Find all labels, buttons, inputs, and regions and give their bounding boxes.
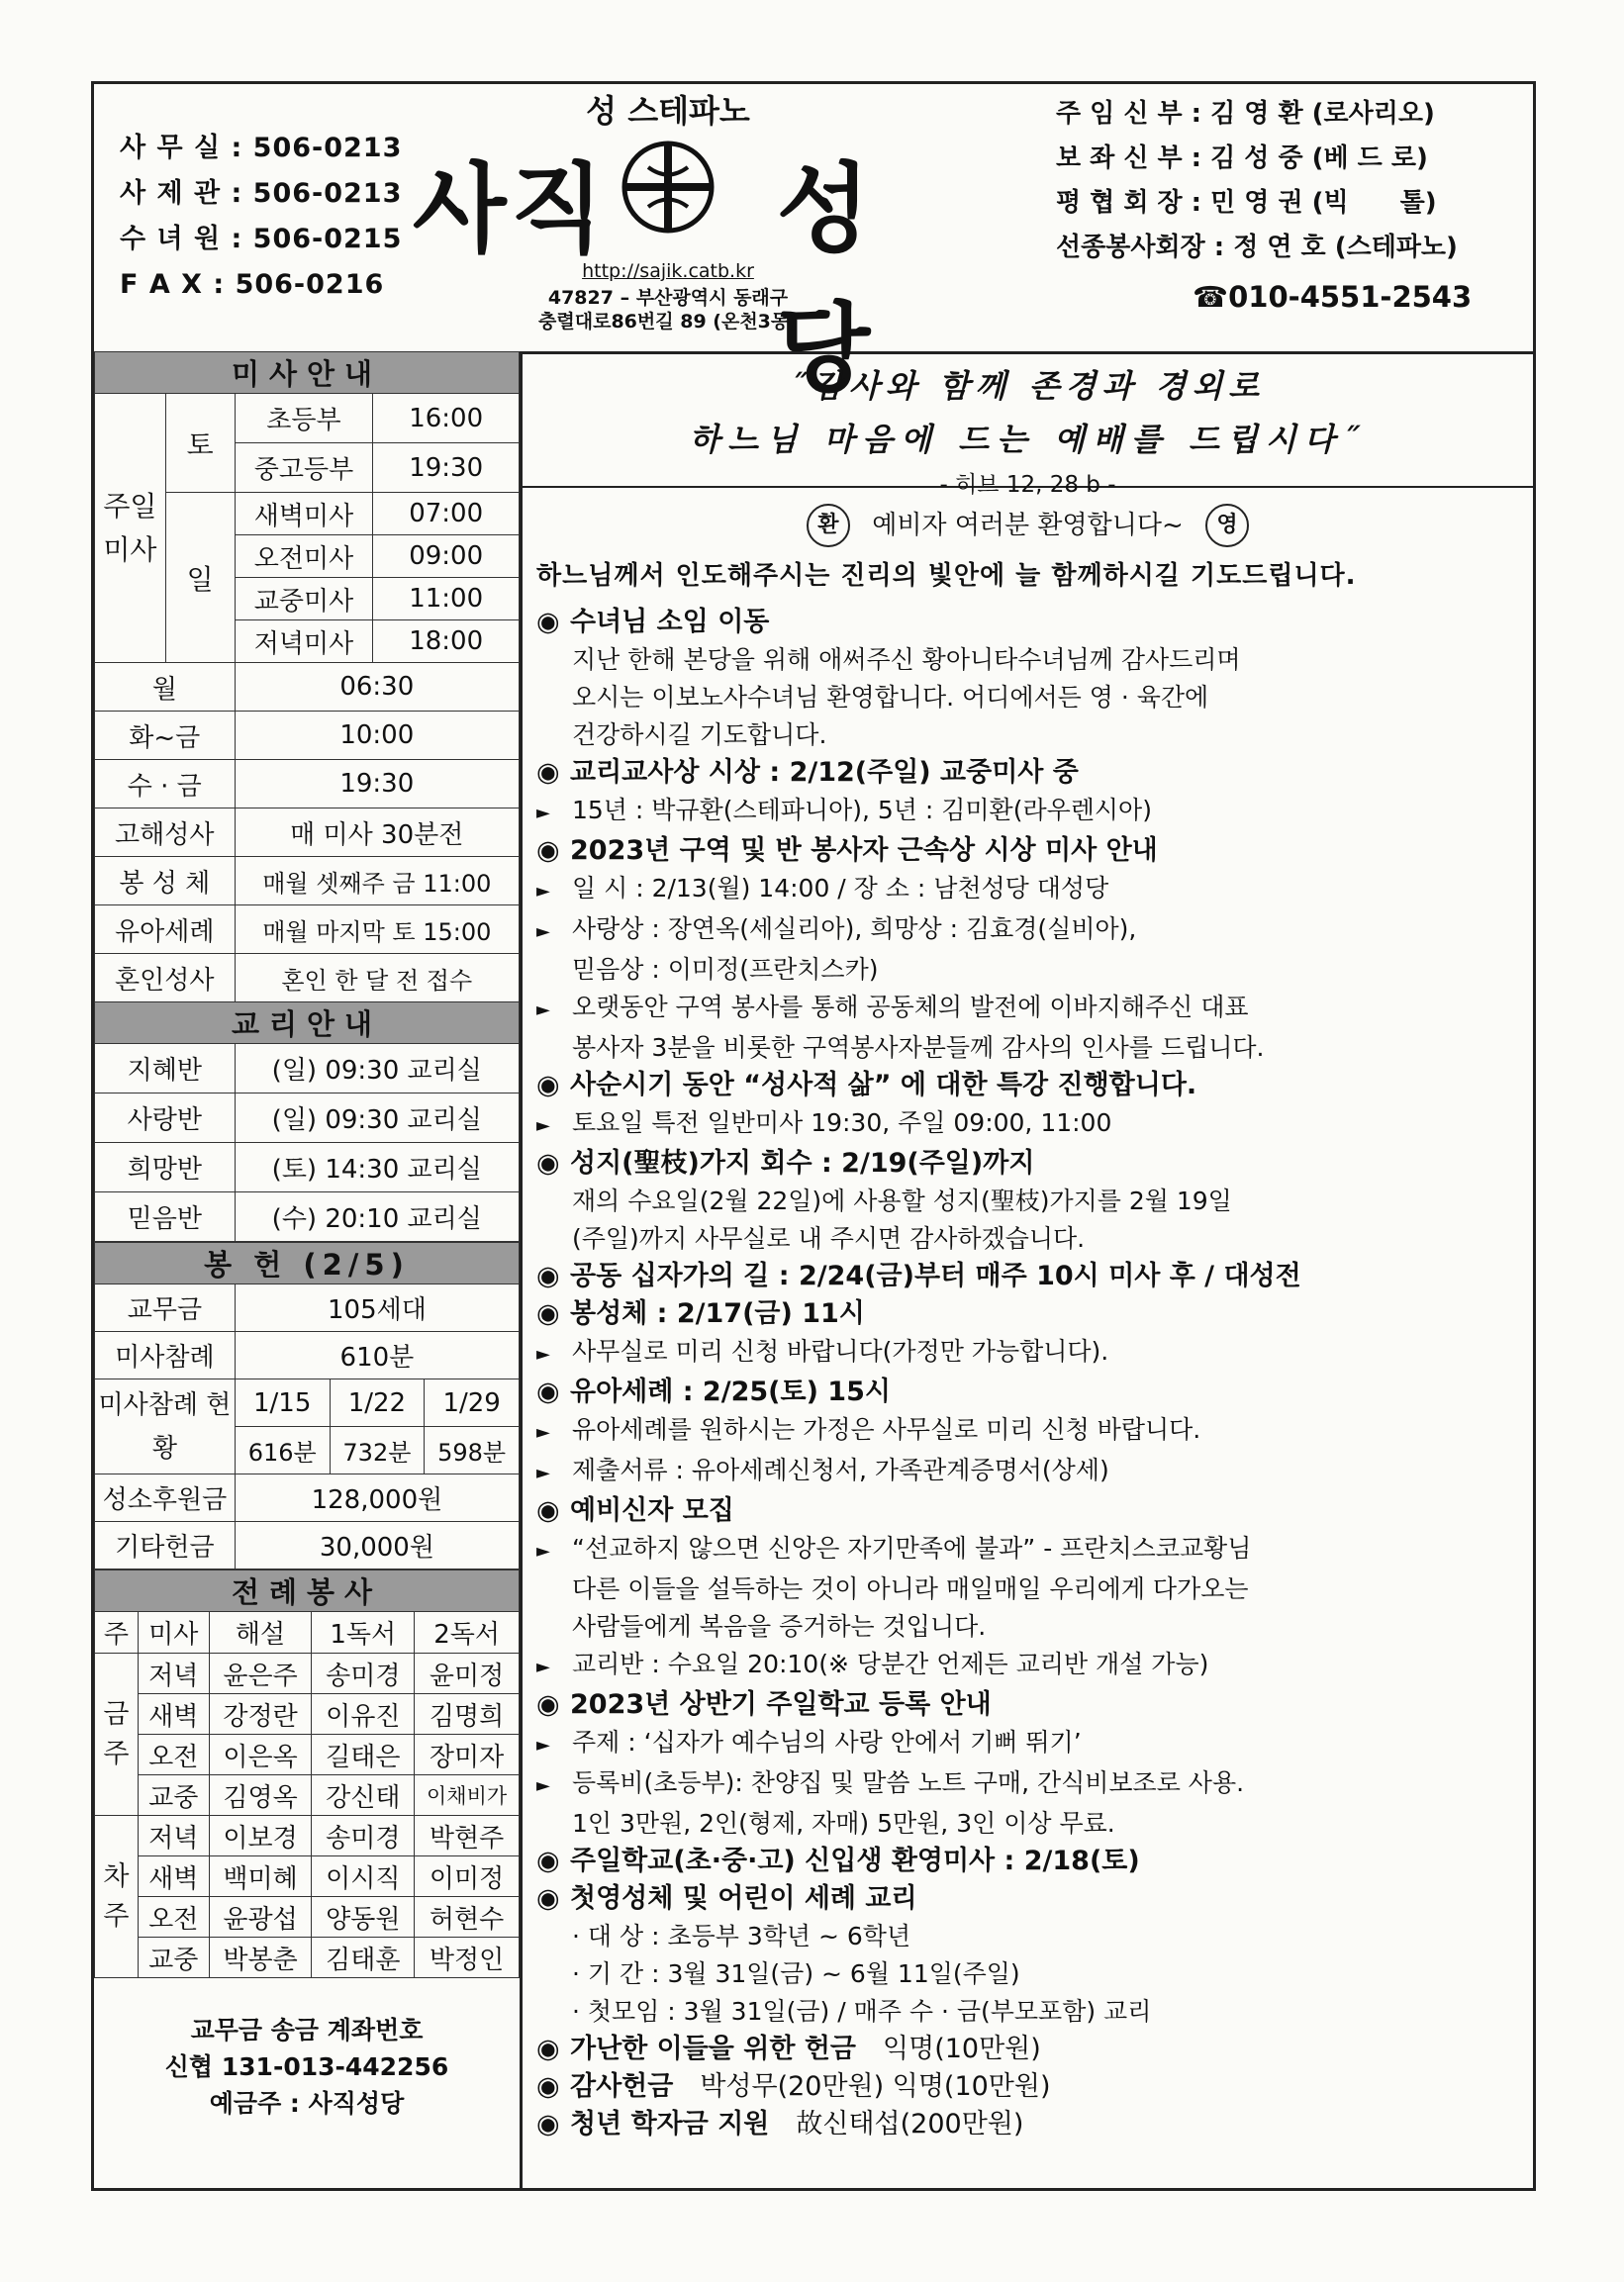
- mass-row-time: 혼인 한 달 전 접수: [235, 954, 519, 1002]
- announcement-line: 1인 3만원, 2인(형제, 자매) 5만원, 3인 이상 무료.: [572, 1809, 1115, 1838]
- arrow-icon: ►: [536, 1422, 550, 1443]
- bullet-icon: ◉: [536, 2071, 560, 2102]
- announcement-title: ◉ 유아세례 : 2/25(토) 15시: [536, 1374, 1533, 1411]
- bullet-icon: ◉: [536, 2034, 560, 2064]
- announcement-line: 재의 수요일(2월 22일)에 사용할 성지(聖枝)가지를 2월 19일: [572, 1187, 1232, 1215]
- bulletin-page: [91, 81, 1536, 2191]
- announcement-line: 건강하시길 기도합니다.: [572, 720, 827, 749]
- account-number: 신협 131-013-442256: [164, 2052, 449, 2081]
- bullet-icon: ◉: [536, 2109, 560, 2139]
- announcement-title: ◉ 예비신자 모집: [536, 1492, 1533, 1530]
- liturgy-cell: 강신태: [312, 1775, 415, 1816]
- announcement-item: [536, 2031, 1533, 2068]
- announcement-item: [536, 1374, 1533, 1492]
- announcement-item: [536, 832, 1533, 1067]
- catechism-row-name: 지혜반: [95, 1044, 236, 1093]
- liturgy-col-header: 해설: [209, 1612, 312, 1654]
- announcement-title: ◉ 감사헌금 박성무(20만원) 익명(10만원): [536, 2068, 1533, 2106]
- announcement-title: ◉ 청년 학자금 지원 故신태섭(200만원): [536, 2106, 1533, 2143]
- attendance-status-label: 미사참례 현황: [95, 1379, 236, 1474]
- announcement-line: · 기 간 : 3월 31일(금) ~ 6월 11일(주일): [572, 1959, 1020, 1988]
- offering-row-value: 30,000원: [235, 1522, 519, 1569]
- catechism-row-name: 사랑반: [95, 1093, 236, 1143]
- mass-row-time: 18:00: [373, 620, 520, 663]
- mass-row-name: 고해성사: [95, 808, 236, 857]
- attendance-count: 598분: [425, 1427, 520, 1474]
- welcome-text: 예비자 여러분 환영합니다~: [872, 510, 1184, 540]
- arrow-icon: ►: [536, 1657, 550, 1677]
- liturgy-cell: 이시직: [312, 1856, 415, 1897]
- announcement-title: ◉ 봉성체 : 2/17(금) 11시: [536, 1295, 1533, 1333]
- liturgy-cell: 윤광섭: [209, 1897, 312, 1938]
- bullet-icon: ◉: [536, 607, 560, 637]
- arrow-icon: ►: [536, 1344, 550, 1365]
- welcome-badge-icon: 영: [1205, 504, 1249, 547]
- announcement-item: [536, 754, 1533, 832]
- church-logo-icon: [619, 138, 717, 237]
- announcement-line: · 첫모임 : 3월 31일(금) / 매주 수 · 금(부모포함) 교리: [572, 1997, 1152, 2026]
- bullet-icon: ◉: [536, 1846, 560, 1876]
- announcement-line: (주일)까지 사무실로 내 주시면 감사하겠습니다.: [572, 1224, 1086, 1253]
- announcement-line: ► 오랫동안 구역 봉사를 통해 공동체의 발전에 이바지해주신 대표: [536, 989, 1533, 1029]
- mass-row-time: 매월 셋째주 금 11:00: [235, 857, 519, 905]
- bullet-icon: ◉: [536, 757, 560, 788]
- liturgy-col-header: 1독서: [312, 1612, 415, 1654]
- mass-row-name: 초등부: [235, 394, 373, 443]
- liturgy-cell: 새벽: [138, 1856, 209, 1897]
- offering-row-name: 미사참례: [95, 1332, 236, 1379]
- announcement-title: ◉ 사순시기 동안 “성사적 삶” 에 대한 특강 진행합니다.: [536, 1067, 1533, 1104]
- staff-list: [1056, 92, 1458, 270]
- mass-row-name: 새벽미사: [235, 493, 373, 535]
- liturgy-cell: 이미정: [415, 1856, 520, 1897]
- catechism-row-time: (일) 09:30 교리실: [235, 1093, 519, 1143]
- announcement-line: ► 유아세례를 원하시는 가정은 사무실로 미리 신청 바랍니다.: [536, 1411, 1533, 1452]
- liturgy-cell: 허현수: [415, 1897, 520, 1938]
- announcement-title: ◉ 가난한 이들을 위한 헌금 익명(10만원): [536, 2031, 1533, 2068]
- sunday-label: 일: [165, 493, 235, 663]
- announcement-line: 다른 이들을 설득하는 것이 아니라 매일매일 우리에게 다가오는: [572, 1574, 1249, 1603]
- mass-row-time: 19:30: [235, 760, 519, 808]
- liturgy-cell: 이유진: [312, 1694, 415, 1735]
- staff-funeral-president: 선종봉사회장 : 정 연 호 (스테파노): [1056, 233, 1458, 262]
- catechism-heading: 교리안내: [95, 1002, 520, 1044]
- liturgy-cell: 장미자: [415, 1735, 520, 1775]
- announcement-item: [536, 1880, 1533, 2031]
- liturgy-cell: 오전: [138, 1735, 209, 1775]
- announcement-line: 봉사자 3분을 비롯한 구역봉사자분들께 감사의 인사를 드립니다.: [572, 1033, 1265, 1062]
- bullet-icon: ◉: [536, 1298, 560, 1329]
- mass-row-name: 교중미사: [235, 578, 373, 620]
- announcement-line: ► 일 시 : 2/13(월) 14:00 / 장 소 : 남천성당 대성당: [536, 870, 1533, 910]
- bullet-icon: ◉: [536, 1261, 560, 1291]
- offering-heading: 봉 헌 (2/5): [95, 1243, 520, 1284]
- bullet-icon: ◉: [536, 1495, 560, 1526]
- announcement-line: ► 토요일 특전 일반미사 19:30, 주일 09:00, 11:00: [536, 1104, 1533, 1145]
- offering-row-value: 610분: [235, 1332, 519, 1379]
- liturgy-cell: 이보경: [209, 1816, 312, 1856]
- arrow-icon: ►: [536, 1463, 550, 1483]
- staff-council-president: 평 협 회 장 : 민 영 권 (빅 톨): [1056, 188, 1437, 218]
- motto-line1: ˝감사와 함께 존경과 경외로: [790, 367, 1266, 405]
- announcement-line: 사람들에게 복음을 증거하는 것입니다.: [572, 1612, 987, 1641]
- liturgy-cell: 김태훈: [312, 1938, 415, 1978]
- mass-row-time: 19:30: [373, 443, 520, 493]
- liturgy-cell: 오전: [138, 1897, 209, 1938]
- arrow-icon: ►: [536, 999, 550, 1020]
- liturgy-col-header: 주: [95, 1612, 139, 1654]
- announcement-item: [536, 1067, 1533, 1145]
- liturgy-cell: 교중: [138, 1938, 209, 1978]
- saturday-label: 토: [165, 394, 235, 493]
- bullet-icon: ◉: [536, 1377, 560, 1407]
- staff-pastor: 주 임 신 부 : 김 영 환 (로사리오): [1056, 99, 1435, 129]
- announcement-line: ► “선교하지 않으면 신앙은 자기만족에 불과” - 프란치스코교황님: [536, 1530, 1533, 1570]
- attendance-date: 1/29: [425, 1379, 520, 1427]
- announcement-title: ◉ 첫영성체 및 어린이 세례 교리: [536, 1880, 1533, 1918]
- arrow-icon: ►: [536, 1115, 550, 1136]
- liturgy-cell: 저녁: [138, 1816, 209, 1856]
- mass-row-name: 월: [95, 663, 236, 712]
- announcement-line: 믿음상 : 이미정(프란치스카): [572, 955, 879, 984]
- liturgy-cell: 박봉춘: [209, 1938, 312, 1978]
- catechism-row-time: (수) 20:10 교리실: [235, 1192, 519, 1242]
- arrow-icon: ►: [536, 921, 550, 942]
- mass-row-name: 유아세례: [95, 905, 236, 954]
- left-column: [94, 351, 523, 2188]
- announcement-item: [536, 604, 1533, 754]
- mass-row-time: 11:00: [373, 578, 520, 620]
- welcome-banner: [523, 504, 1533, 543]
- mass-row-time: 06:30: [235, 663, 519, 712]
- mass-row-name: 봉 성 체: [95, 857, 236, 905]
- liturgy-cell: 윤은주: [209, 1654, 312, 1694]
- liturgy-cell: 송미경: [312, 1816, 415, 1856]
- liturgy-cell: 김명희: [415, 1694, 520, 1735]
- offering-row-name: 교무금: [95, 1284, 236, 1332]
- announcement-item: [536, 2106, 1533, 2143]
- mass-row-name: 화~금: [95, 712, 236, 760]
- arrow-icon: ►: [536, 803, 550, 823]
- catechism-row-time: (일) 09:30 교리실: [235, 1044, 519, 1093]
- contact-fax: F A X : 506-0216: [120, 269, 385, 300]
- offering-row-name: 기타헌금: [95, 1522, 236, 1569]
- liturgy-cell: 이은옥: [209, 1735, 312, 1775]
- announcement-title: ◉ 2023년 구역 및 반 봉사자 근속상 시상 미사 안내: [536, 832, 1533, 870]
- contacts: [120, 126, 402, 308]
- next-week-label: 차주: [95, 1816, 139, 1978]
- mass-row-time: 16:00: [373, 394, 520, 443]
- announcement-line: ► 15년 : 박규환(스테파니아), 5년 : 김미환(라우렌시아): [536, 792, 1533, 832]
- announcements-list: [523, 604, 1533, 2143]
- offering-row-value: 105세대: [235, 1284, 519, 1332]
- phone-number: ☎010-4551-2543: [1193, 280, 1473, 314]
- offering-table: [94, 1242, 520, 1569]
- scripture-motto: [523, 351, 1533, 498]
- liturgy-heading: 전례봉사: [95, 1570, 520, 1612]
- attendance-count: 732분: [330, 1427, 425, 1474]
- bullet-icon: ◉: [536, 835, 560, 866]
- liturgy-cell: 박현주: [415, 1816, 520, 1856]
- liturgy-cell: 송미경: [312, 1654, 415, 1694]
- bullet-icon: ◉: [536, 1883, 560, 1914]
- liturgy-table: [94, 1569, 520, 1978]
- announcement-item: [536, 1145, 1533, 1258]
- mass-row-name: 혼인성사: [95, 954, 236, 1002]
- liturgy-cell: 길태은: [312, 1735, 415, 1775]
- offering-row-name: 성소후원금: [95, 1474, 236, 1522]
- announcement-item: [536, 1492, 1533, 1686]
- attendance-date: 1/15: [235, 1379, 330, 1427]
- announcement-line: ► 등록비(초등부): 찬양집 및 말씀 노트 구매, 간식비보조로 사용.: [536, 1764, 1533, 1805]
- announcement-title: ◉ 주일학교(초·중·고) 신입생 환영미사 : 2/18(토): [536, 1843, 1533, 1880]
- attendance-count: 616분: [235, 1427, 330, 1474]
- this-week-label: 금주: [95, 1654, 139, 1816]
- announcement-item: [536, 2068, 1533, 2106]
- contact-rectory: 사 제 관 : 506-0213: [120, 178, 403, 209]
- mass-row-time: 10:00: [235, 712, 519, 760]
- announcement-line: 오시는 이보노사수녀님 환영합니다. 어디에서든 영 · 육간에: [572, 683, 1209, 712]
- liturgy-cell: 이채비가: [415, 1775, 520, 1816]
- liturgy-cell: 백미혜: [209, 1856, 312, 1897]
- announcement-line: ► 주제 : ‘십자가 예수님의 사랑 안에서 기뻐 뛰기’: [536, 1724, 1533, 1764]
- motto-line2: 하느님 마음에 드는 예배를 드립시다˝: [689, 421, 1367, 458]
- mass-row-name: 수 · 금: [95, 760, 236, 808]
- website-link[interactable]: http://sajik.catb.kr: [582, 260, 754, 282]
- announcement-title: ◉ 2023년 상반기 주일학교 등록 안내: [536, 1686, 1533, 1724]
- liturgy-cell: 교중: [138, 1775, 209, 1816]
- liturgy-col-header: 2독서: [415, 1612, 520, 1654]
- liturgy-cell: 저녁: [138, 1654, 209, 1694]
- bullet-icon: ◉: [536, 1148, 560, 1179]
- liturgy-cell: 새벽: [138, 1694, 209, 1735]
- sunday-mass-label: 주일미사: [95, 394, 166, 663]
- arrow-icon: ►: [536, 1541, 550, 1562]
- attendance-date: 1/22: [330, 1379, 425, 1427]
- mass-row-time: 매 미사 30분전: [235, 808, 519, 857]
- offering-row-value: 128,000원: [235, 1474, 519, 1522]
- welcome-badge-icon: 환: [807, 504, 850, 547]
- mass-row-time: 09:00: [373, 535, 520, 578]
- liturgy-col-header: 미사: [138, 1612, 209, 1654]
- announcement-line: ► 사무실로 미리 신청 바랍니다(가정만 가능합니다).: [536, 1333, 1533, 1374]
- announcement-title: ◉ 교리교사상 시상 : 2/12(주일) 교중미사 중: [536, 754, 1533, 792]
- mass-row-time: 07:00: [373, 493, 520, 535]
- mass-heading: 미사안내: [95, 352, 520, 394]
- announcement-item: [536, 1295, 1533, 1374]
- bullet-icon: ◉: [536, 1070, 560, 1100]
- bank-account-info: [94, 2012, 520, 2122]
- liturgy-cell: 박정인: [415, 1938, 520, 1978]
- mass-row-time: 매월 마지막 토 15:00: [235, 905, 519, 954]
- blessing-text: 하느님께서 인도해주시는 진리의 빛안에 늘 함께하시길 기도드립니다.: [536, 561, 1357, 591]
- church-subtitle: 성 스테파노: [586, 92, 750, 130]
- announcement-line: · 대 상 : 초등부 3학년 ~ 6학년: [572, 1922, 911, 1950]
- liturgy-cell: 강정란: [209, 1694, 312, 1735]
- announcement-line: ► 사랑상 : 장연옥(세실리아), 희망상 : 김효경(실비아),: [536, 910, 1533, 951]
- church-name-left: 사직: [413, 153, 609, 266]
- liturgy-cell: 윤미정: [415, 1654, 520, 1694]
- mass-row-name: 저녁미사: [235, 620, 373, 663]
- announcement-line: 지난 한해 본당을 위해 애써주신 황아니타수녀님께 감사드리며: [572, 645, 1241, 674]
- catechism-row-name: 믿음반: [95, 1192, 236, 1242]
- catechism-row-name: 희망반: [95, 1143, 236, 1192]
- announcement-item: [536, 1258, 1533, 1295]
- motto-reference: - 히브 12, 28 b -: [939, 472, 1116, 498]
- staff-assistant: 보 좌 신 부 : 김 성 중 (베 드 로): [1056, 143, 1428, 173]
- contact-office: 사 무 실 : 506-0213: [120, 133, 403, 163]
- account-holder: 예금주 : 사직성당: [209, 2089, 405, 2118]
- announcement-line: ► 교리반 : 수요일 20:10(※ 당분간 언제든 교리반 개설 가능): [536, 1646, 1533, 1686]
- arrow-icon: ►: [536, 1735, 550, 1756]
- contact-convent: 수 녀 원 : 506-0215: [120, 224, 403, 254]
- account-title: 교무금 송금 계좌번호: [190, 2016, 424, 2044]
- mass-schedule-table: [94, 351, 520, 1242]
- catechism-row-time: (토) 14:30 교리실: [235, 1143, 519, 1192]
- liturgy-cell: 김영옥: [209, 1775, 312, 1816]
- announcement-title: ◉ 성지(聖枝)가지 회수 : 2/19(주일)까지: [536, 1145, 1533, 1183]
- bullet-icon: ◉: [536, 1689, 560, 1720]
- announcement-item: [536, 1686, 1533, 1843]
- announcement-title: ◉ 수녀님 소임 이동: [536, 604, 1533, 641]
- address: 47827 – 부산광역시 동래구 충렬대로86번길 89 (온천3동): [538, 287, 798, 333]
- mass-row-name: 오전미사: [235, 535, 373, 578]
- announcement-line: ► 제출서류 : 유아세례신청서, 가족관계증명서(상세): [536, 1452, 1533, 1492]
- church-name-right: 성당: [776, 153, 875, 406]
- mass-row-name: 중고등부: [235, 443, 373, 493]
- announcement-item: [536, 1843, 1533, 1880]
- liturgy-cell: 양동원: [312, 1897, 415, 1938]
- right-column: [523, 351, 1533, 2188]
- church-title-block: [413, 84, 915, 406]
- announcement-title: ◉ 공동 십자가의 길 : 2/24(금)부터 매주 10시 미사 후 / 대성전: [536, 1258, 1533, 1295]
- arrow-icon: ►: [536, 1775, 550, 1796]
- arrow-icon: ►: [536, 881, 550, 902]
